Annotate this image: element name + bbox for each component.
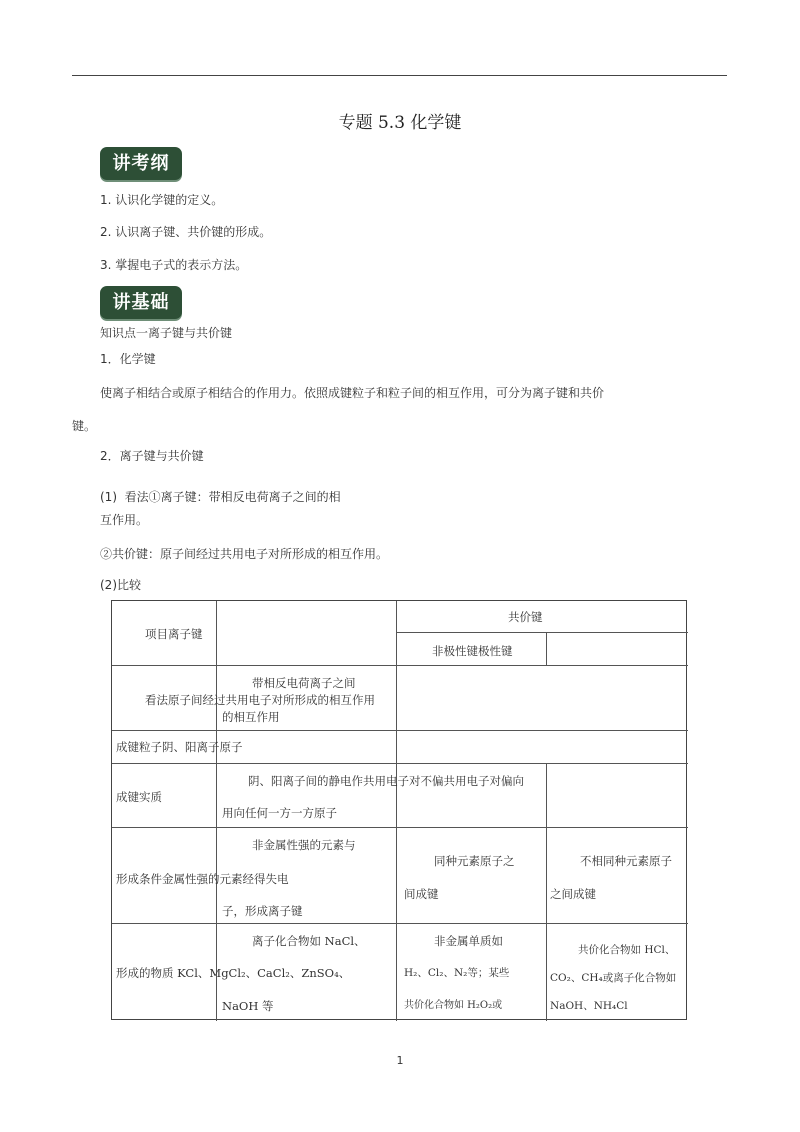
cell-substance-polar-3: NaOH、NH₄Cl xyxy=(550,1000,628,1012)
concept-covalent-bond: ②共价键：原子间经过共用电子对所形成的相互作用。 xyxy=(100,547,389,561)
header-rule xyxy=(72,75,727,76)
cell-essence-line1: 阴、阳离子间的静电作共用电子对不偏共用电子对偏向 xyxy=(248,774,524,788)
outline-item-3: 3. 掌握电子式的表示方法。 xyxy=(100,258,248,272)
cell-concept-row: 看法原子间经过共用电子对所形成的相互作用 xyxy=(145,693,375,707)
table-line xyxy=(396,601,397,1021)
page-title: 专题 5.3 化学键 xyxy=(338,113,462,133)
section-1-text-line2: 键。 xyxy=(72,419,97,433)
section-2-heading: 2．离子键与共价键 xyxy=(100,449,204,463)
cell-concept-ionic-cont: 的相互作用 xyxy=(222,710,280,724)
header-item-ionic: 项目离子键 xyxy=(145,627,203,641)
cell-particles-row: 成键粒子阴、阳离子原子 xyxy=(116,740,243,754)
cell-condition-line3: 子，形成离子键 xyxy=(222,904,303,918)
cell-substance-line2: 形成的物质 KCl、MgCl₂、CaCl₂、ZnSO₄、 xyxy=(116,966,351,980)
comparison-heading: (2)比较 xyxy=(100,578,142,592)
table-line xyxy=(112,730,688,731)
cell-condition-nonpolar-1: 同种元素原子之 xyxy=(434,854,515,868)
table-line xyxy=(112,665,688,666)
table-line xyxy=(546,827,547,1021)
table-line xyxy=(396,632,688,633)
knowledge-point-title: 知识点一离子键与共价键 xyxy=(100,326,233,340)
cell-condition-polar-2: 之间成键 xyxy=(550,887,596,901)
header-covalent: 共价键 xyxy=(508,610,543,624)
cell-substance-line3: NaOH 等 xyxy=(222,999,274,1013)
cell-concept-ionic: 带相反电荷离子之间 xyxy=(252,676,356,690)
comparison-table xyxy=(111,600,687,1020)
concept-ionic-bond-cont: 互作用。 xyxy=(100,513,149,527)
cell-substance-nonpolar-1: 非金属单质如 xyxy=(434,934,503,948)
table-line xyxy=(546,763,547,827)
cell-condition-line2: 形成条件金属性强的元素经得失电 xyxy=(116,872,289,886)
cell-substance-nonpolar-3: 共价化合物如 H₂O₂或 xyxy=(404,1000,503,1011)
section-1-heading: 1．化学键 xyxy=(100,352,156,366)
cell-condition-line1: 非金属性强的元素与 xyxy=(252,838,356,852)
table-line xyxy=(112,923,688,924)
section-badge-outline: 讲考纲 xyxy=(100,147,182,180)
cell-essence-label: 成键实质 xyxy=(116,790,162,804)
outline-item-2: 2. 认识离子键、共价键的形成。 xyxy=(100,225,272,239)
section-1-text-line1: 使离子相结合或原子相结合的作用力。依照成键粒子和粒子间的相互作用，可分为离子键和共价 xyxy=(100,386,605,400)
table-line xyxy=(112,763,688,764)
page-number: 1 xyxy=(396,1054,404,1067)
section-badge-basics: 讲基础 xyxy=(100,286,182,319)
cell-substance-polar-1: 共价化合物如 HCl、 xyxy=(578,944,676,956)
cell-essence-line2: 用向任何一方一方原子 xyxy=(222,806,337,820)
header-nonpolar-polar: 非极性键极性键 xyxy=(432,644,513,658)
cell-condition-polar-1: 不相同种元素原子 xyxy=(580,854,672,868)
cell-substance-line1: 离子化合物如 NaCl、 xyxy=(252,934,366,948)
cell-condition-nonpolar-2: 间成键 xyxy=(404,887,439,901)
table-line xyxy=(112,827,688,828)
cell-substance-polar-2: CO₂、CH₄或离子化合物如 xyxy=(550,972,677,984)
cell-substance-nonpolar-2: H₂、Cl₂、N₂等；某些 xyxy=(404,967,510,979)
table-line xyxy=(216,601,217,1021)
outline-item-1: 1. 认识化学键的定义。 xyxy=(100,193,224,207)
table-line xyxy=(546,632,547,665)
concept-ionic-bond: (1) 看法①离子键：带相反电荷离子之间的相 xyxy=(100,490,341,504)
